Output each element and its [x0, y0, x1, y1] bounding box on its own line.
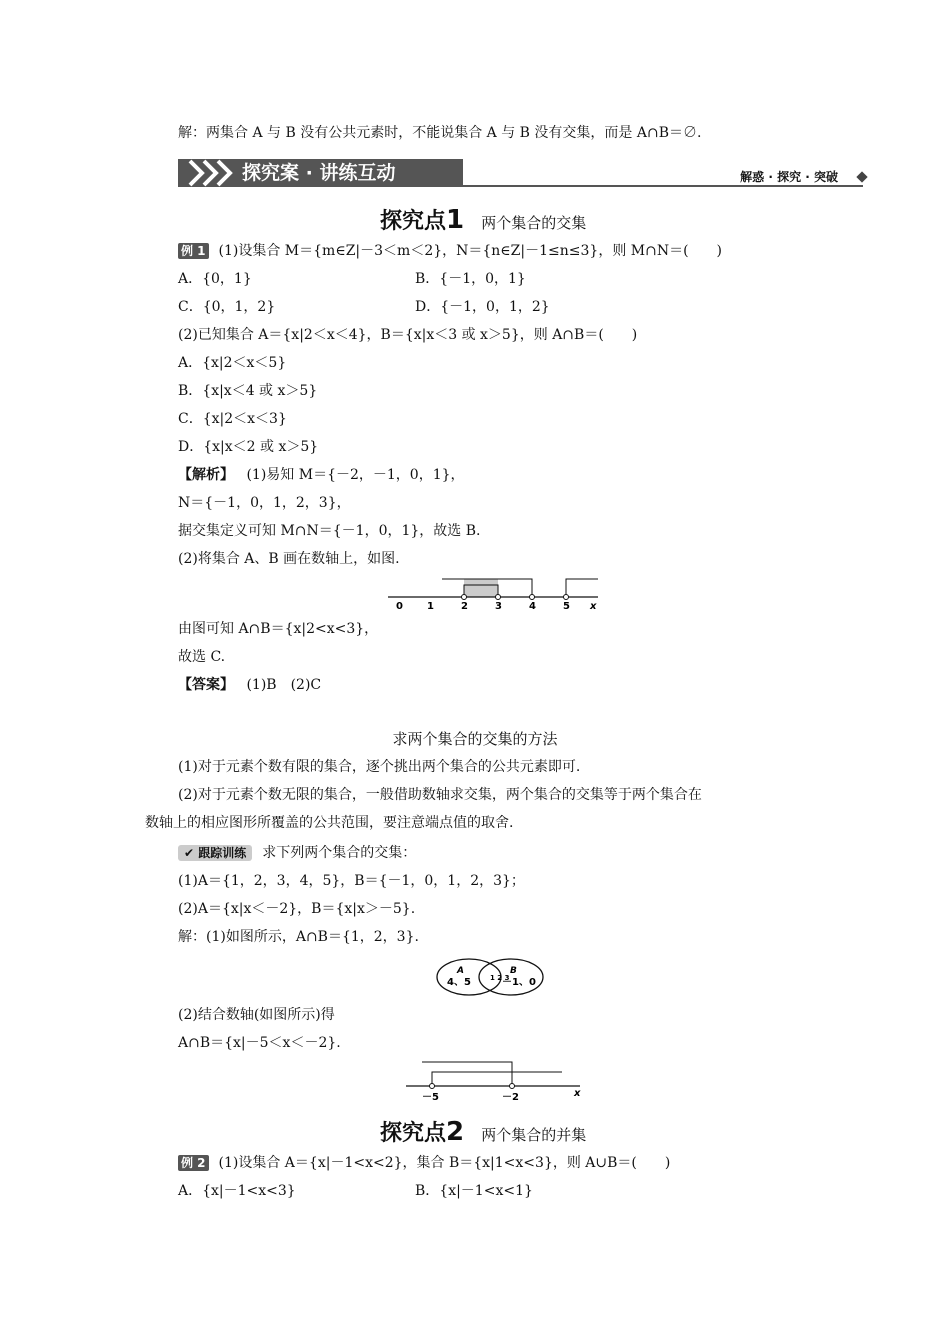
section-1-label: 探究点: [380, 209, 447, 234]
training-tag: [178, 845, 252, 861]
tick-x: x: [590, 601, 597, 612]
training-q1: (1)A＝{1，2，3，4，5}，B＝{－1，0，1，2，3}；: [178, 873, 525, 889]
example-1-q1-option-c: C．{0，1，2}: [178, 299, 276, 315]
tick-1: 1: [427, 601, 434, 612]
open-point-2: [462, 595, 467, 600]
example-1-analysis-1: [178, 465, 465, 485]
example-1-q1-option-b: B．{－1，0，1}: [415, 271, 526, 287]
example-1-analysis-2: N＝{－1，0，1，2，3}，: [178, 495, 351, 511]
example-1-q1-option-a: A．{0，1}: [178, 271, 252, 287]
banner-right-text: 解惑 · 探究 · 突破: [740, 170, 838, 184]
section-1-number: 1: [446, 205, 465, 235]
example-2-q1-option-a: A．{x|－1<x<3}: [178, 1183, 296, 1199]
banner-title: 探究案 · 讲练互动: [242, 162, 396, 184]
open-point-neg5: [430, 1084, 435, 1089]
example-1-q2-option-a: A．{x|2＜x＜5}: [178, 355, 287, 371]
tick-0: 0: [396, 601, 403, 612]
method-p2b: 数轴上的相应图形所覆盖的公共范围，要注意端点值的取舍.: [145, 815, 514, 831]
open-point-5: [564, 595, 569, 600]
method-p2a: (2)对于元素个数无限的集合，一般借助数轴求交集，两个集合的交集等于两个集合在: [178, 787, 702, 803]
answer-text: (1)B (2)C: [246, 677, 322, 693]
tick-neg2: －2: [502, 1092, 519, 1103]
training-q2: (2)A＝{x|x＜－2}，B＝{x|x＞－5}.: [178, 901, 416, 917]
training-sol1: 解：(1)如图所示，A∩B＝{1，2，3}.: [178, 929, 419, 945]
section-2-heading: [380, 1116, 586, 1147]
section-1-subtitle: 两个集合的交集: [481, 214, 587, 232]
answer-label: 【答案】: [178, 677, 234, 693]
tick-3: 3: [495, 601, 502, 612]
example-2-q1-text: (1)设集合 A＝{x|－1<x<2}，集合 B＝{x|1<x<3}，则 A∪B＝( ): [218, 1155, 671, 1171]
section-2-subtitle: 两个集合的并集: [481, 1126, 587, 1144]
venn-a-elements: 4、5: [447, 977, 471, 988]
diamond-icon: [856, 171, 867, 182]
example-1-q1-option-d: D．{－1，0，1，2}: [415, 299, 550, 315]
analysis-1-text: (1)易知 M＝{－2，－1，0，1}，: [246, 467, 465, 483]
training-header: [178, 843, 416, 863]
training-sol3: A∩B＝{x|－5＜x＜－2}.: [178, 1035, 341, 1051]
example-1-q2: (2)已知集合 A＝{x|2＜x＜4}，B＝{x|x＜3 或 x＞5}，则 A∩B＝( ): [178, 327, 638, 343]
set-b-bracket-2: [432, 1072, 562, 1086]
method-p1: (1)对于元素个数有限的集合，逐个挑出两个集合的公共元素即可.: [178, 759, 581, 775]
example-1-q2-option-c: C．{x|2＜x＜3}: [178, 411, 287, 427]
section-1-heading: [380, 204, 586, 235]
example-1-tag: 例 1: [178, 243, 209, 259]
section-banner: [178, 157, 868, 191]
analysis-label: 【解析】: [178, 467, 234, 483]
venn-diagram: [433, 956, 549, 998]
tick-4: 4: [529, 601, 536, 612]
check-icon: ✔: [184, 846, 195, 860]
number-line-1: [384, 572, 604, 612]
tick-x-2: x: [574, 1088, 581, 1099]
example-1-q1-text: (1)设集合 M＝{m∈Z|－3＜m＜2}，N＝{n∈Z|－1≤n≤3}，则 M∩N＝( ): [218, 243, 723, 259]
open-point-4: [530, 595, 535, 600]
example-2-tag: 例 2: [178, 1155, 209, 1171]
set-b-right-bracket: [566, 579, 598, 597]
tick-neg5: －5: [422, 1092, 439, 1103]
training-sol2: (2)结合数轴(如图所示)得: [178, 1007, 335, 1023]
tick-5: 5: [563, 601, 570, 612]
banner-divider: [463, 185, 863, 187]
section-2-number: 2: [446, 1117, 465, 1147]
open-point-neg2: [510, 1084, 515, 1089]
training-tag-label: 跟踪训练: [198, 846, 247, 860]
example-1-q2-option-d: D．{x|x＜2 或 x＞5}: [178, 439, 319, 455]
chevron-arrows-icon: [186, 159, 238, 187]
example-1-analysis-5: 由图可知 A∩B＝{x|2<x<3}，: [178, 621, 379, 637]
set-a-bracket-2: [422, 1062, 512, 1086]
section-2-label: 探究点: [380, 1121, 447, 1146]
tick-2: 2: [461, 601, 468, 612]
example-1-answer: [178, 675, 321, 695]
example-2-q1: [178, 1153, 670, 1173]
intersection-shade: [464, 579, 498, 597]
number-line-2: [402, 1056, 592, 1104]
example-2-q1-option-b: B．{x|－1<x<1}: [415, 1183, 533, 1199]
example-1-q2-option-b: B．{x|x＜4 或 x＞5}: [178, 383, 318, 399]
method-title: 求两个集合的交集的方法: [392, 730, 558, 748]
training-prompt: 求下列两个集合的交集：: [262, 845, 417, 861]
venn-b-elements: －1、0: [502, 977, 536, 988]
example-1-q1: [178, 241, 722, 261]
venn-a-label: A: [457, 966, 464, 976]
example-1-analysis-3: 据交集定义可知 M∩N＝{－1，0，1}，故选 B.: [178, 523, 481, 539]
example-1-analysis-6: 故选 C.: [178, 649, 226, 665]
intro-text: 解：两集合 A 与 B 没有公共元素时，不能说集合 A 与 B 没有交集，而是 A∩B＝∅.: [178, 125, 702, 141]
example-1-analysis-4: (2)将集合 A、B 画在数轴上，如图.: [178, 551, 400, 567]
venn-b-label: B: [510, 966, 517, 976]
open-point-3: [496, 595, 501, 600]
venn-intersection: 1 2 3: [490, 974, 510, 982]
